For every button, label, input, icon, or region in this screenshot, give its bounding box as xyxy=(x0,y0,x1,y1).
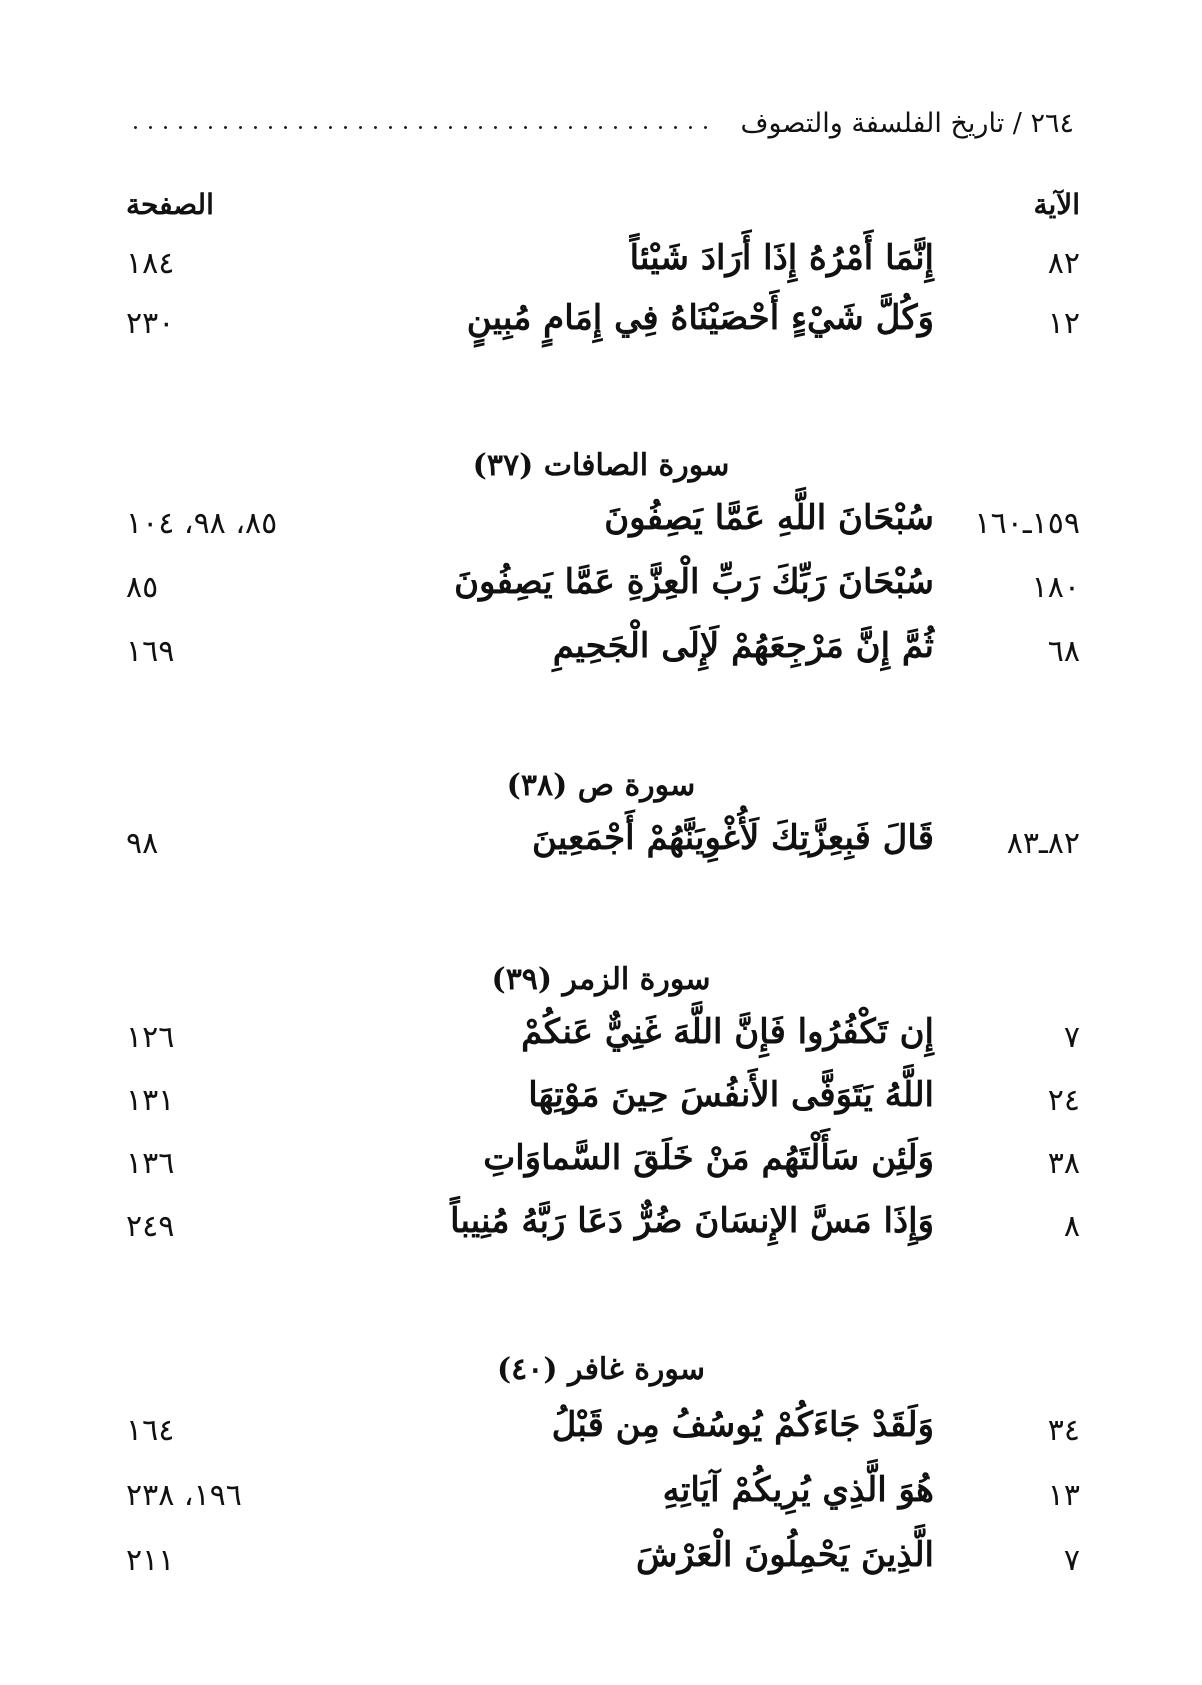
ayah-text: وَلَئِن سَأَلْتَهُم مَنْ خَلَقَ السَّماوَاتِ xyxy=(483,1138,934,1178)
ayah-number: ٢٤ xyxy=(1047,1083,1080,1118)
index-row xyxy=(0,1405,1202,1465)
ayah-number: ٨٢ـ٨٣ xyxy=(1006,826,1080,861)
ayah-text: وَلَقَدْ جَاءَكُمْ يُوسُفُ مِن قَبْلُ xyxy=(551,1405,934,1445)
column-header-ayah: الآية xyxy=(1033,188,1080,221)
ayah-number: ١٥٩ـ١٦٠ xyxy=(974,506,1080,541)
page-reference: ٢١١ xyxy=(126,1543,175,1578)
column-header-page: الصفحة xyxy=(126,188,214,221)
surah-title: سورة غافر (٤٠) xyxy=(496,1352,706,1387)
index-row xyxy=(0,298,1202,358)
page-reference: ٢٤٩ xyxy=(126,1209,175,1244)
ayah-number: ٧ xyxy=(1063,1543,1080,1578)
ayah-text: قَالَ فَبِعِزَّتِكَ لَأُغْوِيَنَّهُمْ أَجْمَعِينَ xyxy=(531,818,934,858)
page-reference: ٩٨ xyxy=(126,826,159,861)
header-dotted-rule xyxy=(128,126,708,129)
ayah-number: ٧ xyxy=(1063,1020,1080,1055)
running-head: ٢٦٤ / تاريخ الفلسفة والتصوف xyxy=(740,108,1074,139)
ayah-number: ٣٤ xyxy=(1047,1413,1080,1448)
ayah-text: سُبْحَانَ رَبِّكَ رَبِّ الْعِزَّةِ عَمَّا يَصِفُونَ xyxy=(454,562,934,602)
index-row xyxy=(0,1201,1202,1261)
ayah-number: ١٣ xyxy=(1047,1478,1080,1513)
page-reference: ١٣٦ xyxy=(126,1146,175,1181)
page-reference: ٨٥ xyxy=(126,570,159,605)
index-row xyxy=(0,1470,1202,1530)
surah-title: سورة الزمر (٣٩) xyxy=(491,962,711,997)
page-reference: ٨٥، ٩٨، ١٠٤ xyxy=(126,506,278,541)
surah-title: سورة الصافات (٣٧) xyxy=(472,448,730,483)
ayah-text: هُوَ الَّذِي يُرِيكُمْ آيَاتِهِ xyxy=(662,1470,934,1510)
page-reference: ١٨٤ xyxy=(126,246,175,281)
ayah-text: ثُمَّ إِنَّ مَرْجِعَهُمْ لَإِلَى الْجَحِيمِ xyxy=(552,626,934,666)
index-row xyxy=(0,1138,1202,1198)
page-reference: ١٦٩ xyxy=(126,634,175,669)
index-row xyxy=(0,498,1202,558)
page-reference: ١٢٦ xyxy=(126,1020,175,1055)
index-row xyxy=(0,1012,1202,1072)
page-reference: ١٦٤ xyxy=(126,1413,175,1448)
ayah-text: إِن تَكْفُرُوا فَإِنَّ اللَّهَ غَنِيٌّ عَنكُمْ xyxy=(521,1012,934,1052)
ayah-number: ٨٢ xyxy=(1047,246,1080,281)
index-row xyxy=(0,562,1202,622)
index-row xyxy=(0,1535,1202,1595)
ayah-number: ١٨٠ xyxy=(1031,570,1080,605)
ayah-text: وَإِذَا مَسَّ الإِنسَانَ ضُرٌّ دَعَا رَبَّهُ مُنِيباً xyxy=(450,1201,934,1241)
index-row xyxy=(0,626,1202,686)
ayah-text: اللَّهُ يَتَوَفَّى الأَنفُسَ حِينَ مَوْتِهَا xyxy=(528,1075,934,1115)
ayah-text: الَّذِينَ يَحْمِلُونَ الْعَرْشَ xyxy=(636,1535,934,1575)
ayah-number: ٨ xyxy=(1063,1209,1080,1244)
ayah-number: ٦٨ xyxy=(1047,634,1080,669)
page-reference: ١٩٦، ٢٣٨ xyxy=(126,1478,242,1513)
ayah-number: ٣٨ xyxy=(1047,1146,1080,1181)
index-row xyxy=(0,1075,1202,1135)
index-row xyxy=(0,238,1202,298)
ayah-number: ١٢ xyxy=(1047,306,1080,341)
ayah-text: وَكُلَّ شَيْءٍ أَحْصَيْنَاهُ فِي إِمَامٍ مُبِينٍ xyxy=(466,298,934,338)
page-reference: ١٣١ xyxy=(126,1083,175,1118)
surah-title: سورة ص (٣٨) xyxy=(506,768,696,803)
page-reference: ٢٣٠ xyxy=(126,306,175,341)
ayah-text: سُبْحَانَ اللَّهِ عَمَّا يَصِفُونَ xyxy=(604,498,934,538)
ayah-text: إِنَّمَا أَمْرُهُ إِذَا أَرَادَ شَيْئاً xyxy=(629,238,934,278)
index-row xyxy=(0,818,1202,878)
